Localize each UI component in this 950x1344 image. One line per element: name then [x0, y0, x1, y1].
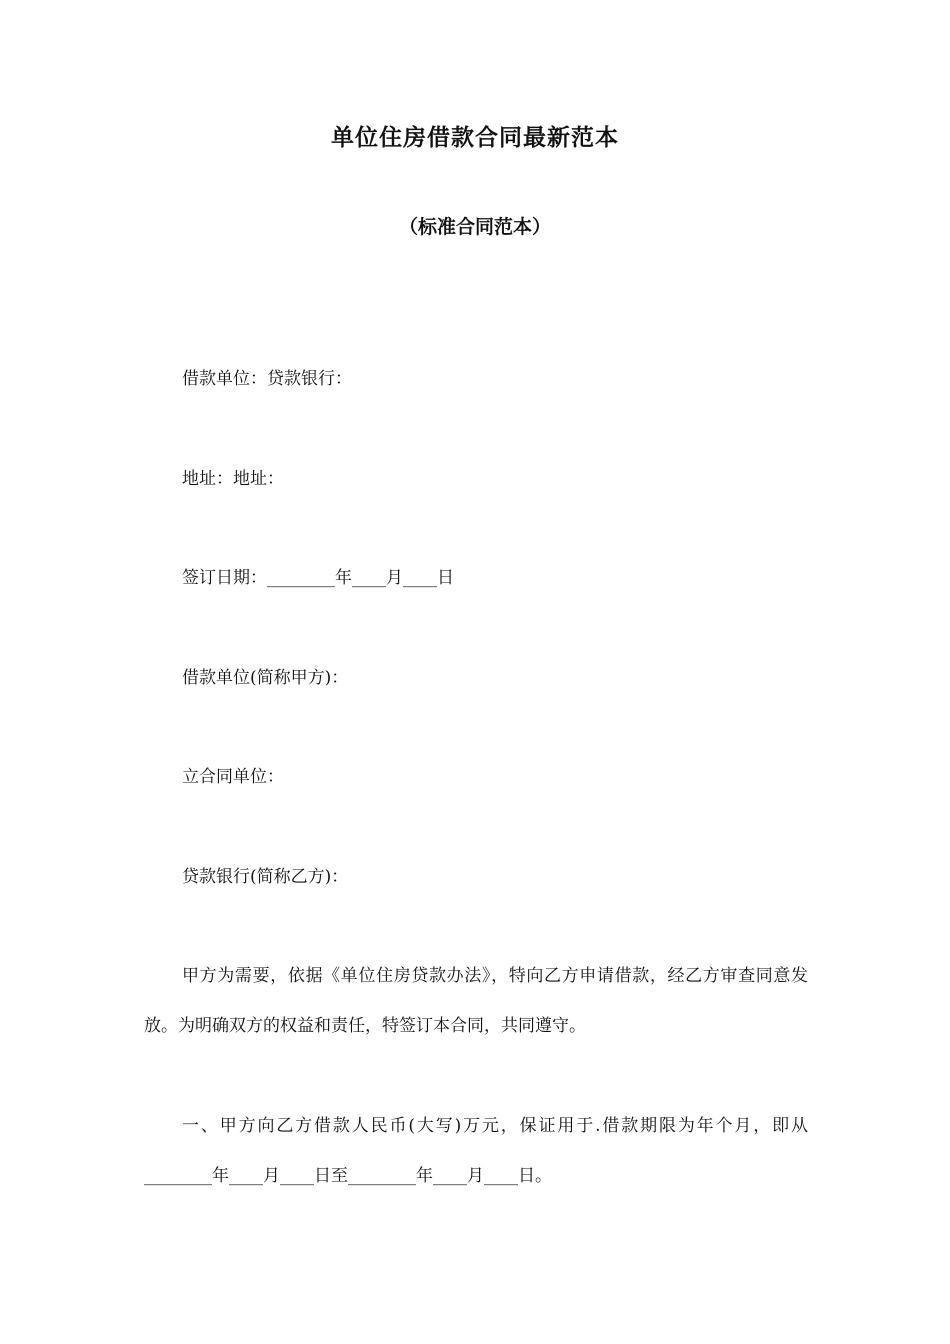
field-contract-unit: 立合同单位： [182, 767, 284, 787]
field-address: 地址：地址： [182, 469, 284, 489]
field-party-a: 借款单位(简称甲方)： [182, 668, 349, 688]
paragraph-intro: 甲方为需要，依据《单位住房贷款办法》，特向乙方申请借款，经乙方审查同意发放。为明确双方的权益和责任，特签订本合同，共同遵守。 [144, 966, 808, 1036]
document-subtitle: （标准合同范本） [398, 216, 551, 238]
document-title: 单位住房借款合同最新范本 [331, 125, 619, 151]
field-sign-date: 签订日期：________年____月____日 [182, 568, 454, 588]
paragraph-clause-1: 一、甲方向乙方借款人民币(大写)万元，保证用于.借款期限为年个月，即从________年____月____日至________年____月____日。 [144, 1116, 808, 1186]
field-borrower-bank: 借款单位：贷款银行： [182, 369, 352, 389]
field-party-b: 贷款银行(简称乙方)： [182, 867, 349, 887]
